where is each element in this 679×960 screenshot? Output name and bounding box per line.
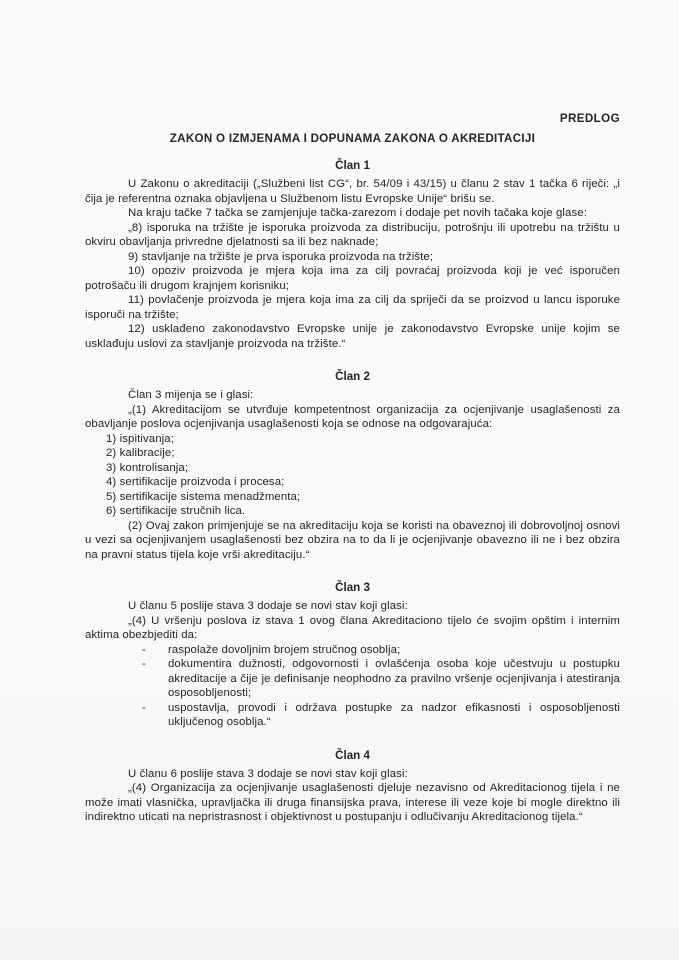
list-item: 2) kalibracije; bbox=[106, 447, 175, 459]
dash-item bbox=[85, 643, 620, 658]
dash-marker: - bbox=[142, 701, 146, 714]
article-3 bbox=[85, 581, 620, 730]
article-4-heading: Član 4 bbox=[335, 748, 370, 762]
paragraph: Član 3 mijenja se i glasi: bbox=[128, 389, 254, 401]
dash-marker: - bbox=[142, 643, 146, 656]
list-item: 5) sertifikacije sistema menadžmenta; bbox=[106, 490, 301, 503]
article-3-heading: Član 3 bbox=[335, 581, 370, 594]
paragraph: U članu 5 poslije stava 3 dodaje se novi stav koji glasi: bbox=[128, 600, 408, 612]
dash-marker: - bbox=[142, 658, 146, 670]
paragraph: „(4) Organizacija za ocjenjivanje usaglašenosti djeluje nezavisno od Akreditacionog tijela i ne može imati vlasnička, upravljačka ili druga finansijska prava, interese ili veze koje bi mogle direktno ili indirektno uticati na nepristrasnost i objektivnost u postupanju i odlučivanju Akreditacionog tijela.“ bbox=[85, 782, 620, 823]
dash-item bbox=[85, 657, 620, 701]
predlog-label: PREDLOG bbox=[559, 112, 620, 125]
article-2-heading: Član 2 bbox=[335, 370, 370, 383]
paragraph: 11) povlačenje proizvoda je mjera koja ima za cilj da spriječi da se proizvod u lancu isporuke isporuči na tržište; bbox=[85, 294, 620, 321]
paragraph: 10) opoziv proizvoda je mjera koja ima za cilj povraćaj proizvoda koji je već isporučen potrošaču ili drugom krajnjem korisniku; bbox=[85, 265, 620, 292]
dash-item bbox=[85, 701, 620, 730]
list-item: 6) sertifikacije stručnih lica. bbox=[106, 505, 246, 517]
article-4 bbox=[85, 749, 620, 825]
paragraph: 9) stavljanje na tržište je prva isporuka proizvoda na tržište; bbox=[128, 250, 434, 263]
dash-item-text: raspolaže dovoljnim brojem stručnog osoblja; bbox=[168, 643, 401, 656]
paragraph: U Zakonu o akreditaciji („Službeni list CG“, br. 54/09 i 43/15) u članu 2 stav 1 tačka 6 riječi: „i čija je referentna oznaka objavljena u Službenom listu Evropske Unije“ brišu se. bbox=[85, 178, 620, 205]
paragraph: Na kraju tačke 7 tačka se zamjenjuje tačka-zarezom i dodaje pet novih tačaka koje glase: bbox=[128, 207, 587, 219]
paragraph: „8) isporuka na tržište je isporuka proizvoda za distribuciju, potrošnju ili upotrebu na tržištu u okviru obavljanja privredne djelatnosti sa ili bez naknade; bbox=[85, 221, 620, 248]
paragraph: (2) Ovaj zakon primjenjuje se na akreditaciju koja se koristi na obaveznoj ili dobrovoljnoj osnovi u vezi sa ocjenjivanjem usaglašenosti bez obzira na to da li je ocjenjivanje obavezno ili ne i bez obzira na pravni status tijela koje vrši akreditaciju.“ bbox=[85, 519, 620, 561]
paragraph: „(1) Akreditacijom se utvrđuje kompetentnost organizacija za ocjenjivanje usaglašenosti za obavljanje poslova ocjenjivanja usaglašenosti koja se odnose na odgovarajuća: bbox=[85, 403, 620, 430]
dash-item-text: uspostavlja, provodi i održava postupke za nadzor efikasnosti i osposobljenosti uključenog osoblja.“ bbox=[168, 701, 620, 728]
list-item: 3) kontrolisanja; bbox=[106, 461, 189, 474]
paragraph: U članu 6 poslije stava 3 dodaje se novi stav koji glasi: bbox=[128, 767, 408, 780]
paragraph: 12) usklađeno zakonodavstvo Evropske unije je zakonodavstvo Evropske unije kojim se usklađuju uslovi za stavljanje proizvoda na tržište.“ bbox=[85, 323, 620, 350]
document-title: ZAKON O IZMJENAMA I DOPUNAMA ZAKONA O AKREDITACIJI bbox=[169, 132, 536, 145]
article-1-heading: Član 1 bbox=[335, 159, 370, 172]
list-item: 1) ispitivanja; bbox=[106, 432, 174, 445]
article-1 bbox=[85, 159, 620, 351]
list-item: 4) sertifikacije proizvoda i procesa; bbox=[106, 476, 285, 488]
dash-item-text: dokumentira dužnosti, odgovornosti i ovlašćenja osoba koje učestvuju u postupku akreditacije a čije je definisanje neophodno za pravilno vršenje ocjenjivanja i atestiranja osposobljenosti; bbox=[168, 658, 620, 699]
article-2 bbox=[85, 370, 620, 562]
paragraph: „(4) U vršenju poslova iz stava 1 ovog člana Akreditaciono tijelo će svojim opštim i internim aktima obezbjediti da: bbox=[85, 614, 620, 641]
